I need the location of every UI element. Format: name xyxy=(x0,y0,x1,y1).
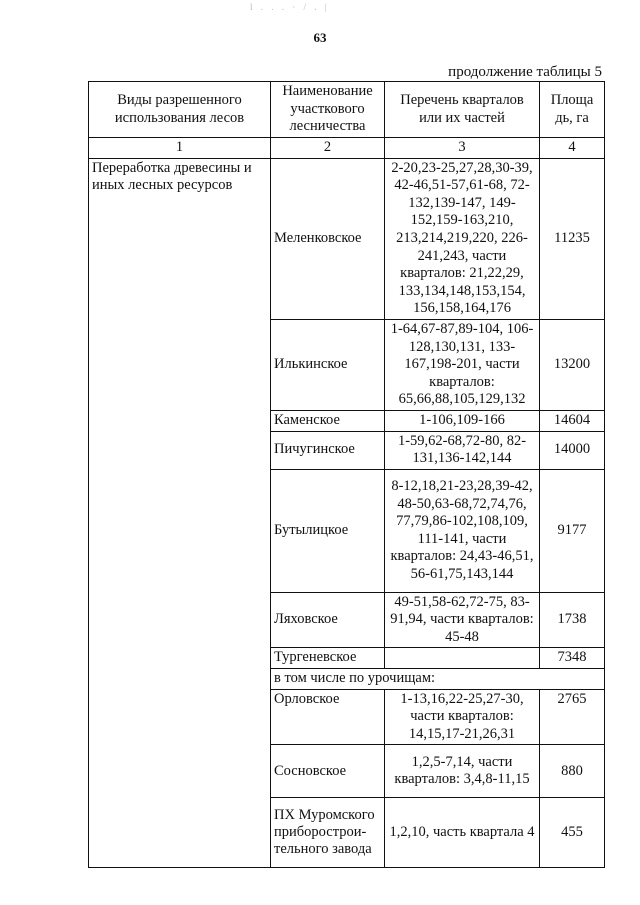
quarters-list: 1,2,5-7,14, части кварталов: 3,4,8-11,15 xyxy=(385,745,540,798)
quarters-list: 1-13,16,22-25,27-30, части кварталов: 14,15,17-21,26,31 xyxy=(385,689,540,745)
quarters-list: 2-20,23-25,27,28,30-39, 42-46,51-57,61-68, 72-132,139-147, 149-152,159-163,210, 213,214,219,220, 226-241,243, части кварталов: 21,22,29, 133,134,148,153,154, 156,158,164,176 xyxy=(385,158,540,319)
quarters-list: 49-51,58-62,72-75, 83-91,94, части кварталов: 45-48 xyxy=(385,592,540,648)
table-header-row xyxy=(89,82,605,138)
tract-name: Орловское xyxy=(271,689,385,745)
column-number: 2 xyxy=(271,138,385,159)
quarters-list: 1-59,62-68,72-80, 82-131,136-142,144 xyxy=(385,431,540,469)
area-value: 13200 xyxy=(540,319,605,410)
forestry-name: Пичугинское xyxy=(271,431,385,469)
area-value: 2765 xyxy=(540,689,605,745)
table-continuation-label: продолжение таблицы 5 xyxy=(448,64,602,80)
header-quarters: Перечень кварталов или их частей xyxy=(385,82,540,138)
header-area: Площа дь, га xyxy=(540,82,605,138)
scan-artifact: l . . . · / . | xyxy=(250,2,330,12)
quarters-list: 8-12,18,21-23,28,39-42, 48-50,63-68,72,74,76, 77,79,86-102,108,109, 111-141, части кварталов: 24,43-46,51, 56-61,75,143,144 xyxy=(385,469,540,592)
header-use-type: Виды разрешенного использования лесов xyxy=(89,82,271,138)
area-value: 11235 xyxy=(540,158,605,319)
quarters-list xyxy=(385,648,540,669)
area-value: 7348 xyxy=(540,648,605,669)
area-value: 14604 xyxy=(540,410,605,431)
forest-use-table xyxy=(88,81,605,868)
column-number-row xyxy=(89,138,605,159)
page-number: 63 xyxy=(313,30,327,45)
tract-name: Сосновское xyxy=(271,745,385,798)
column-number: 1 xyxy=(89,138,271,159)
header-forestry-name: Наименование участкового лесничества xyxy=(271,82,385,138)
use-type-cell: Переработка древесины и иных лесных ресурсов xyxy=(89,158,271,868)
area-value: 880 xyxy=(540,745,605,798)
quarters-list: 1-106,109-166 xyxy=(385,410,540,431)
column-number: 3 xyxy=(385,138,540,159)
forestry-name: Меленковское xyxy=(271,158,385,319)
forestry-name: Бутылицкое xyxy=(271,469,385,592)
quarters-list: 1,2,10, часть квартала 4 xyxy=(385,798,540,868)
forestry-name: Тургеневское xyxy=(271,648,385,669)
area-value: 455 xyxy=(540,798,605,868)
tract-name: ПХ Муромского приборострои-тельного завода xyxy=(271,798,385,868)
table-row xyxy=(89,158,605,319)
area-value: 9177 xyxy=(540,469,605,592)
quarters-list: 1-64,67-87,89-104, 106-128,130,131, 133-167,198-201, части кварталов: 65,66,88,105,129,132 xyxy=(385,319,540,410)
area-value: 1738 xyxy=(540,592,605,648)
forestry-name: Ляховское xyxy=(271,592,385,648)
subheading: в том числе по урочищам: xyxy=(271,669,605,690)
column-number: 4 xyxy=(540,138,605,159)
area-value: 14000 xyxy=(540,431,605,469)
forestry-name: Илькинское xyxy=(271,319,385,410)
forestry-name: Каменское xyxy=(271,410,385,431)
